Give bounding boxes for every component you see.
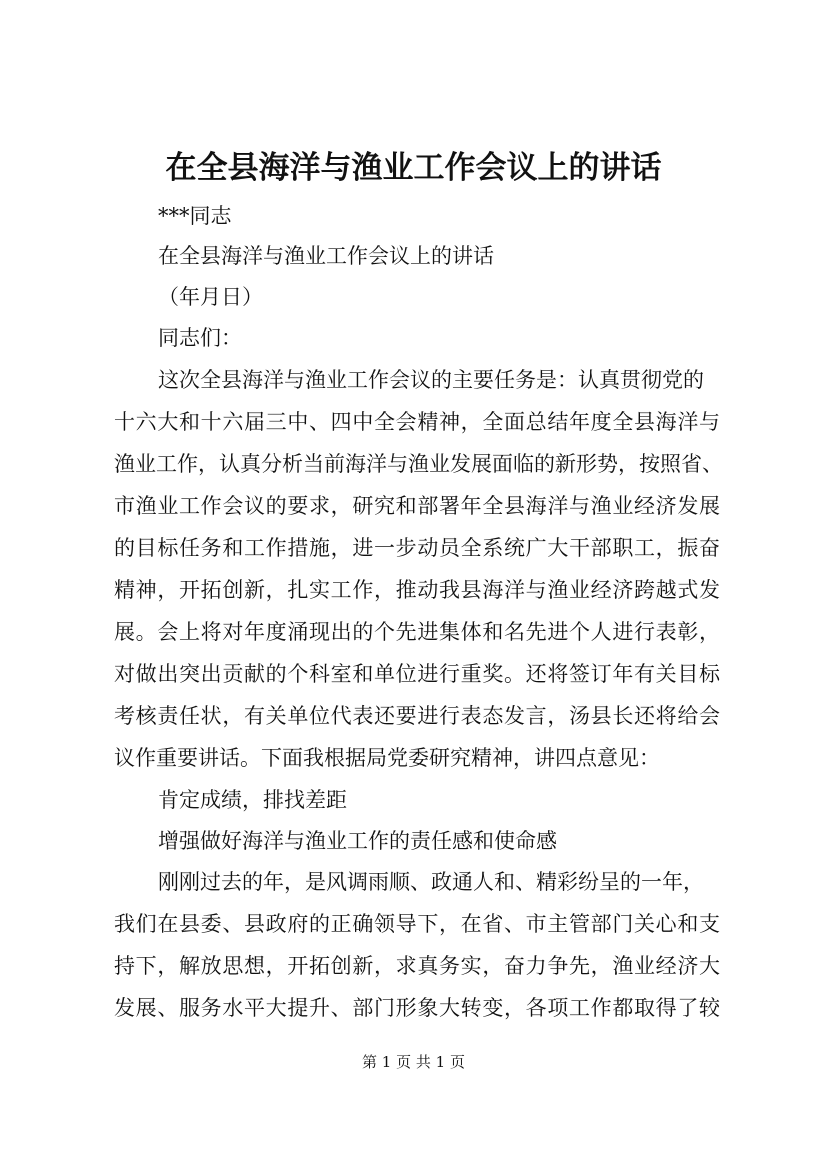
paragraph2-line: 我们在县委、县政府的正确领导下，在省、市主管部门关心和支 [114, 912, 720, 936]
section-heading-2: 增强做好海洋与渔业工作的责任感和使命感 [158, 829, 557, 853]
section-heading-1: 肯定成绩，排找差距 [158, 788, 347, 812]
paragraph1-line: 渔业工作，认真分析当前海洋与渔业发展面临的新形势，按照省、 [114, 452, 723, 476]
addressee-line: ***同志 [158, 204, 232, 228]
paragraph1-line: 的目标任务和工作措施，进一步动员全系统广大干部职工，振奋 [114, 536, 720, 560]
paragraph1-line: 市渔业工作会议的要求，研究和部署年全县海洋与渔业经济发展 [114, 494, 720, 518]
paragraph1-line: 对做出突出贡献的个科室和单位进行重奖。还将签订年有关目标 [114, 662, 720, 686]
paragraph1-line: 精神，开拓创新，扎实工作，推动我县海洋与渔业经济跨越式发 [114, 578, 720, 602]
paragraph1-line: 展。会上将对年度涌现出的个先进集体和名先进个人进行表彰， [114, 620, 720, 644]
paragraph2-line: 发展、服务水平大提升、部门形象大转变，各项工作都取得了较 [114, 996, 720, 1020]
salutation-line: 同志们： [158, 326, 242, 350]
paragraph2-line: 持下，解放思想，开拓创新，求真务实，奋力争先，渔业经济大 [114, 954, 720, 978]
paragraph1-line: 议作重要讲话。下面我根据局党委研究精神，讲四点意见： [114, 746, 660, 770]
paragraph2-line: 刚刚过去的年，是风调雨顺、政通人和、精彩纷呈的一年， [158, 870, 704, 894]
paragraph1-line: 这次全县海洋与渔业工作会议的主要任务是：认真贯彻党的 [158, 368, 704, 392]
page-footer: 第 1 页 共 1 页 [362, 1053, 465, 1071]
paragraph1-line: 考核责任状，有关单位代表还要进行表态发言，汤县长还将给会 [114, 704, 720, 728]
paragraph1-line: 十六大和十六届三中、四中全会精神，全面总结年度全县海洋与 [114, 410, 720, 434]
document-title: 在全县海洋与渔业工作会议上的讲话 [165, 150, 662, 186]
date-line: （年月日） [158, 285, 263, 309]
subtitle-line: 在全县海洋与渔业工作会议上的讲话 [158, 244, 494, 268]
